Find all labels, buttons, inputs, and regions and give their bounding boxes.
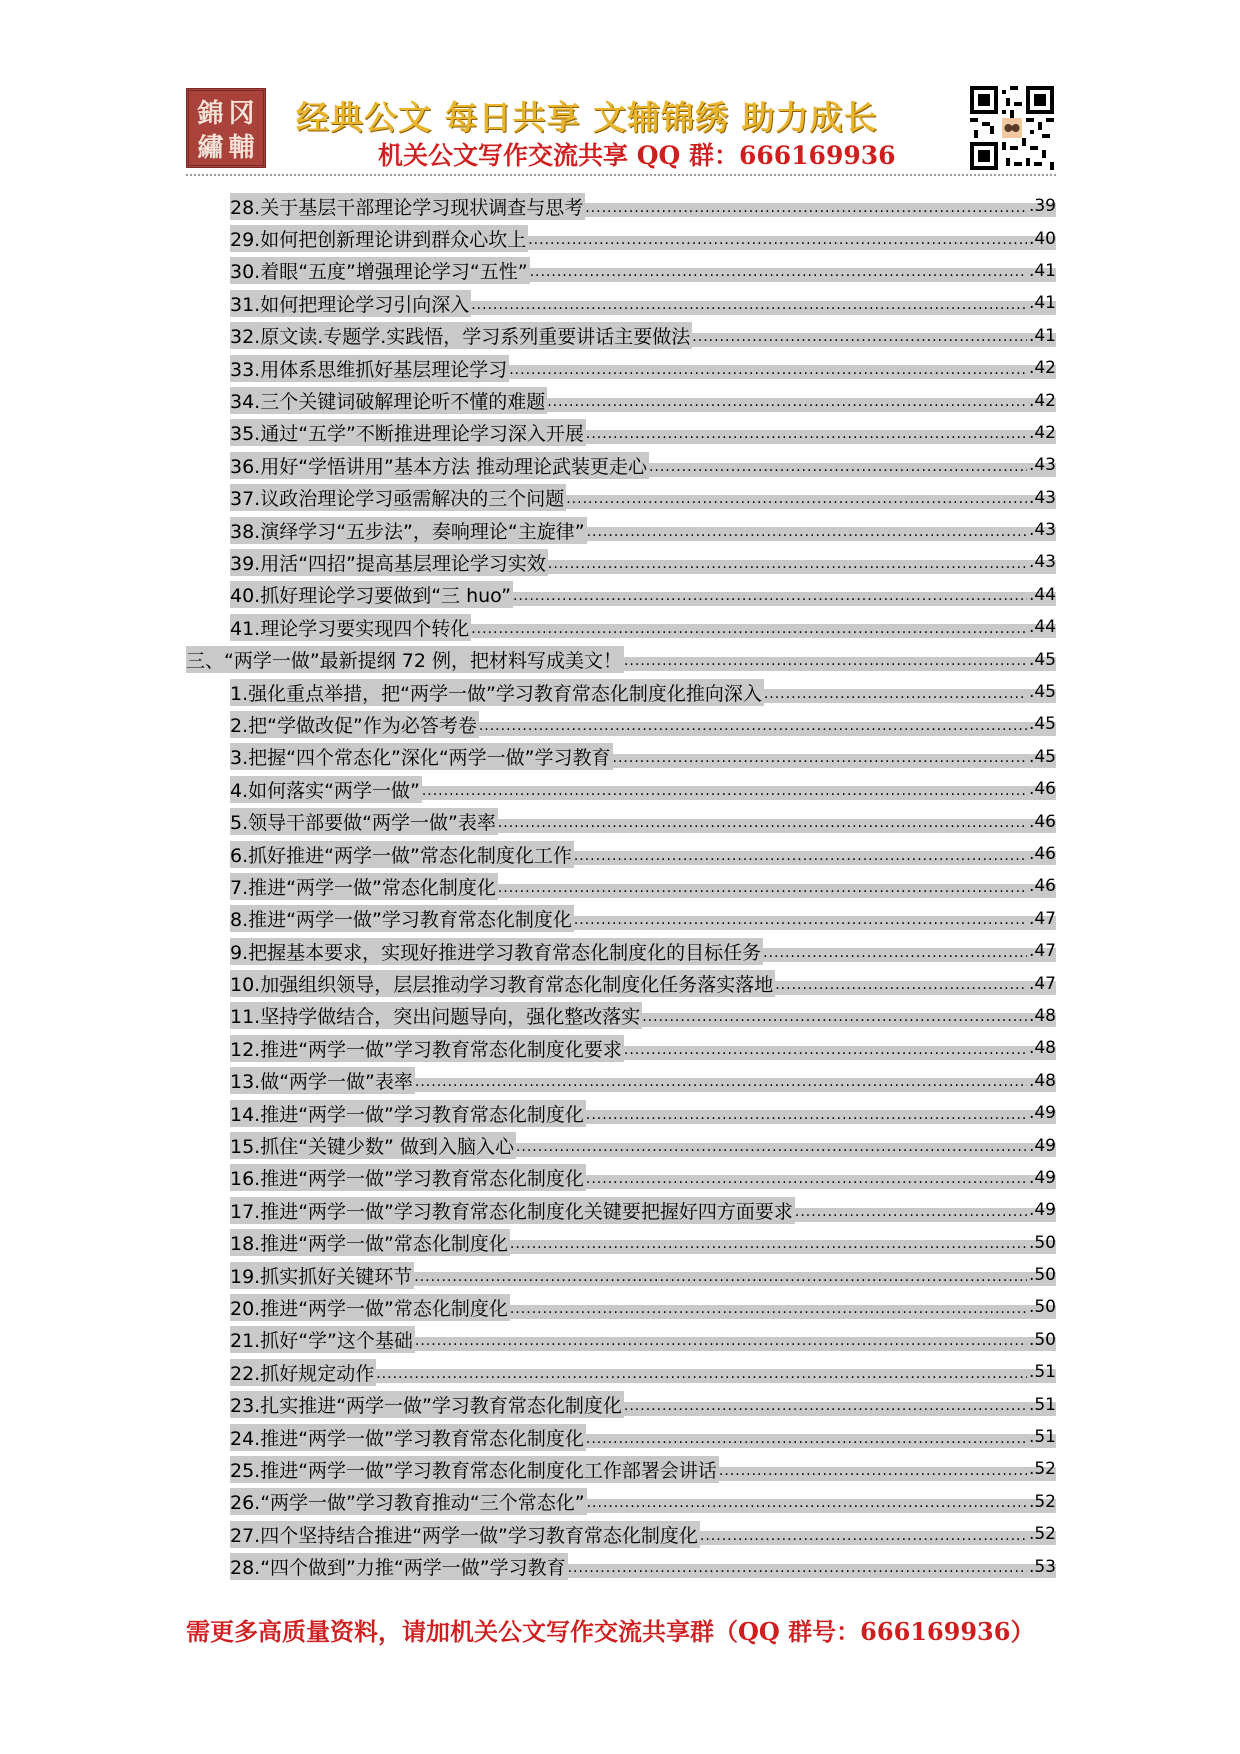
toc-entry[interactable] <box>186 676 1056 708</box>
toc-dot-leader <box>587 521 1027 540</box>
logo-char: 繡 <box>197 133 224 163</box>
toc-entry-title: 3.把握“四个常态化”深化“两学一做”学习教育 <box>230 743 613 770</box>
toc-dot-leader <box>548 553 1027 572</box>
toc-dot-leader <box>719 1460 1027 1479</box>
toc-entry[interactable] <box>186 1032 1056 1064</box>
header-slogan: 经典公文 每日共享 文辅锦绣 助力成长 <box>296 98 878 137</box>
toc-dot-leader <box>471 294 1027 313</box>
toc-dot-leader <box>587 1492 1027 1511</box>
toc-entry-page: .50 <box>1028 1297 1056 1318</box>
toc-entry-title: 19.抓实抓好关键环节 <box>230 1262 414 1289</box>
logo-char: 錦 <box>197 99 224 129</box>
toc-entry-title: 三、“两学一做”最新提纲 72 例，把材料写成美文！ <box>186 646 624 673</box>
toc-entry-title: 30.着眼“五度”增强理论学习“五性” <box>230 257 530 284</box>
toc-entry[interactable] <box>186 903 1056 935</box>
toc-entry-title: 29.如何把创新理论讲到群众心坎上 <box>230 225 528 252</box>
toc-entry-title: 39.用活“四招”提高基层理论学习实效 <box>230 549 548 576</box>
toc-entry[interactable] <box>186 1486 1056 1518</box>
footer-note: 需更多高质量资料，请加机关公文写作交流共享群（QQ 群号：666169936） <box>186 1617 1035 1646</box>
toc-entry-page: .41 <box>1028 325 1056 346</box>
toc-entry-page: .51 <box>1028 1427 1056 1448</box>
toc-entry-title: 14.推进“两学一做”学习教育常态化制度化 <box>230 1100 586 1127</box>
toc-entry[interactable] <box>186 967 1056 999</box>
toc-dot-leader <box>586 423 1027 442</box>
toc-dot-leader <box>498 877 1027 896</box>
toc-dot-leader <box>574 909 1027 928</box>
toc-entry-page: .43 <box>1028 455 1056 476</box>
toc-entry-title: 34.三个关键词破解理论听不懂的难题 <box>230 387 547 414</box>
toc-entry[interactable] <box>186 1194 1056 1226</box>
toc-entry-page: .44 <box>1028 584 1056 605</box>
toc-entry-title: 40.抓好理论学习要做到“三 huo” <box>230 581 513 608</box>
toc-entry-page: .47 <box>1028 941 1056 962</box>
toc-entry-title: 33.用体系思维抓好基层理论学习 <box>230 355 509 382</box>
toc-entry-title: 9.把握基本要求，实现好推进学习教育常态化制度化的目标任务 <box>230 938 763 965</box>
toc-entry-title: 24.推进“两学一做”学习教育常态化制度化 <box>230 1424 586 1451</box>
toc-entry-page: .41 <box>1028 293 1056 314</box>
toc-dot-leader <box>510 1233 1027 1252</box>
toc-dot-leader <box>700 1525 1027 1544</box>
toc-dot-leader <box>763 942 1027 961</box>
toc-entry-title: 11.坚持学做结合，突出问题导向，强化整改落实 <box>230 1002 642 1029</box>
toc-entry-title: 15.抓住“关键少数” 做到入脑入心 <box>230 1132 516 1159</box>
toc-dot-leader <box>516 1136 1027 1155</box>
toc-entry-page: .47 <box>1028 973 1056 994</box>
toc-entry-page: .46 <box>1028 779 1056 800</box>
toc-entry[interactable] <box>186 482 1056 514</box>
toc-entry-title: 41.理论学习要实现四个转化 <box>230 614 471 641</box>
toc-dot-leader <box>574 845 1027 864</box>
toc-entry-title: 20.推进“两学一做”常态化制度化 <box>230 1294 510 1321</box>
toc-entry-title: 7.推进“两学一做”常态化制度化 <box>230 873 498 900</box>
toc-entry[interactable] <box>186 222 1056 254</box>
toc-entry-page: .49 <box>1028 1167 1056 1188</box>
toc-dot-leader <box>513 585 1027 604</box>
toc-entry[interactable] <box>186 870 1056 902</box>
toc-entry-page: .44 <box>1028 617 1056 638</box>
toc-entry-page: .48 <box>1028 1005 1056 1026</box>
toc-entry-page: .49 <box>1028 1135 1056 1156</box>
toc-entry[interactable] <box>186 1129 1056 1161</box>
toc-entry[interactable] <box>186 352 1056 384</box>
toc-dot-leader <box>624 650 1027 669</box>
toc-entry-page: .45 <box>1028 682 1056 703</box>
header-subtitle: 机关公文写作交流共享 QQ 群：666169936 <box>378 141 896 170</box>
toc-entry-page: .52 <box>1028 1459 1056 1480</box>
toc-entry[interactable] <box>186 514 1056 546</box>
toc-entry-page: .46 <box>1028 844 1056 864</box>
toc-entry-page: .52 <box>1028 1491 1056 1512</box>
toc-dot-leader <box>568 1557 1027 1576</box>
toc-entry[interactable] <box>186 773 1056 805</box>
toc-dot-leader <box>510 1298 1027 1317</box>
toc-entry[interactable] <box>186 1000 1056 1032</box>
toc-entry[interactable] <box>186 708 1056 740</box>
toc-entry-page: .50 <box>1028 1232 1056 1253</box>
toc-entry[interactable] <box>186 449 1056 481</box>
toc-entry[interactable] <box>186 1388 1056 1420</box>
toc-entry-title: 25.推进“两学一做”学习教育常态化制度化工作部署会讲话 <box>230 1456 719 1483</box>
toc-entry-title: 1.强化重点举措，把“两学一做”学习教育常态化制度化推向深入 <box>230 679 764 706</box>
toc-entry[interactable] <box>186 1421 1056 1453</box>
toc-entry-title: 12.推进“两学一做”学习教育常态化制度化要求 <box>230 1035 624 1062</box>
toc-entry[interactable] <box>186 1291 1056 1323</box>
toc-dot-leader <box>586 1104 1027 1123</box>
toc-entry-title: 35.通过“五学”不断推进理论学习深入开展 <box>230 419 586 446</box>
toc-dot-leader <box>530 261 1027 280</box>
toc-entry-title: 26.“两学一做”学习教育推动“三个常态化” <box>230 1488 587 1515</box>
toc-dot-leader <box>692 326 1027 345</box>
toc-entry-title: 10.加强组织领导，层层推动学习教育常态化制度化任务落实落地 <box>230 970 775 997</box>
toc-entry-page: .50 <box>1028 1265 1056 1286</box>
toc-entry-page: .52 <box>1028 1524 1056 1545</box>
toc-entry[interactable] <box>186 1097 1056 1129</box>
toc-dot-leader <box>586 1428 1027 1447</box>
toc-entry-title: 38.演绎学习“五步法”，奏响理论“主旋律” <box>230 517 587 544</box>
toc-entry[interactable] <box>186 1162 1056 1194</box>
toc-entry-title: 8.推进“两学一做”学习教育常态化制度化 <box>230 905 574 932</box>
toc-entry[interactable] <box>186 579 1056 611</box>
toc-dot-leader <box>528 229 1027 248</box>
toc-dot-leader <box>585 197 1027 216</box>
toc-dot-leader <box>764 683 1027 702</box>
toc-entry-title: 17.推进“两学一做”学习教育常态化制度化关键要把握好四方面要求 <box>230 1197 795 1224</box>
toc-dot-leader <box>471 618 1027 637</box>
toc-dot-leader <box>586 1168 1027 1187</box>
toc-entry[interactable] <box>186 1065 1056 1097</box>
toc-dot-leader <box>414 1266 1027 1285</box>
toc-dot-leader <box>547 391 1027 410</box>
toc-entry-page: .43 <box>1028 487 1056 508</box>
toc-entry[interactable] <box>186 287 1056 319</box>
toc-entry-page: .51 <box>1028 1362 1056 1383</box>
toc-entry[interactable] <box>186 1259 1056 1291</box>
table-of-contents <box>186 190 1056 1583</box>
toc-entry[interactable] <box>186 805 1056 837</box>
toc-entry-page: .50 <box>1028 1329 1056 1350</box>
toc-dot-leader <box>415 1071 1027 1090</box>
toc-entry[interactable] <box>186 838 1056 870</box>
toc-entry-title: 22.抓好规定动作 <box>230 1359 376 1386</box>
toc-entry[interactable] <box>186 255 1056 287</box>
toc-dot-leader <box>624 1039 1027 1058</box>
toc-entry[interactable] <box>186 935 1056 967</box>
toc-entry-page: .45 <box>1028 714 1056 735</box>
toc-entry-page: .46 <box>1028 811 1056 832</box>
toc-entry[interactable] <box>186 190 1056 222</box>
toc-dot-leader <box>498 812 1027 831</box>
toc-dot-leader <box>795 1201 1027 1220</box>
toc-dot-leader <box>509 359 1027 378</box>
toc-entry[interactable] <box>186 417 1056 449</box>
toc-entry-page: .43 <box>1028 520 1056 541</box>
logo-char: 冈 <box>228 99 255 129</box>
toc-entry-page: .45 <box>1028 649 1056 670</box>
toc-entry[interactable] <box>186 1227 1056 1259</box>
toc-entry-page: .46 <box>1028 876 1056 897</box>
toc-dot-leader <box>613 747 1027 766</box>
toc-entry-page: .48 <box>1028 1070 1056 1091</box>
toc-entry-page: .47 <box>1028 908 1056 929</box>
toc-entry-page: .49 <box>1028 1103 1056 1124</box>
toc-entry-title: 31.如何把理论学习引向深入 <box>230 290 471 317</box>
toc-entry-page: .42 <box>1028 422 1056 443</box>
toc-entry[interactable] <box>186 611 1056 643</box>
toc-entry[interactable] <box>186 741 1056 773</box>
toc-entry-title: 23.扎实推进“两学一做”学习教育常态化制度化 <box>230 1391 624 1418</box>
toc-entry-page: .41 <box>1028 260 1056 281</box>
toc-entry[interactable] <box>186 1356 1056 1388</box>
toc-entry-title: 13.做“两学一做”表率 <box>230 1067 415 1094</box>
toc-entry-page: .43 <box>1028 552 1056 573</box>
toc-entry-page: .49 <box>1028 1200 1056 1221</box>
toc-dot-leader <box>775 974 1027 993</box>
page-header <box>186 84 1056 174</box>
toc-entry-title: 27.四个坚持结合推进“两学一做”学习教育常态化制度化 <box>230 1521 700 1548</box>
toc-entry-title: 37.议政治理论学习亟需解决的三个问题 <box>230 484 566 511</box>
toc-entry-title: 21.抓好“学”这个基础 <box>230 1326 415 1353</box>
toc-entry-title: 2.把“学做改促”作为必答考卷 <box>230 711 479 738</box>
toc-dot-leader <box>479 715 1027 734</box>
toc-entry[interactable] <box>186 1518 1056 1550</box>
toc-entry-title: 32.原文读.专题学.实践悟，学习系列重要讲话主要做法 <box>230 322 692 349</box>
toc-dot-leader <box>376 1363 1027 1382</box>
toc-entry[interactable] <box>186 1324 1056 1356</box>
qr-code-icon <box>970 86 1054 170</box>
toc-entry-page: .42 <box>1028 390 1056 411</box>
toc-dot-leader <box>649 456 1027 475</box>
toc-entry-title: 28.“四个做到”力推“两学一做”学习教育 <box>230 1553 568 1580</box>
toc-entry-title: 36.用好“学悟讲用”基本方法 推动理论武装更走心 <box>230 452 649 479</box>
toc-entry[interactable] <box>186 384 1056 416</box>
toc-dot-leader <box>566 488 1027 507</box>
logo-char: 輔 <box>228 133 255 163</box>
toc-entry-title: 16.推进“两学一做”学习教育常态化制度化 <box>230 1164 586 1191</box>
toc-entry-page: .51 <box>1028 1394 1056 1415</box>
toc-entry-title: 5.领导干部要做“两学一做”表率 <box>230 808 498 835</box>
toc-entry-page: .45 <box>1028 746 1056 767</box>
toc-entry-page: .53 <box>1028 1556 1056 1577</box>
toc-dot-leader <box>422 780 1027 799</box>
toc-entry[interactable] <box>186 1453 1056 1485</box>
toc-entry-title: 28.关于基层干部理论学习现状调查与思考 <box>230 193 585 220</box>
toc-entry-title: 4.如何落实“两学一做” <box>230 776 422 803</box>
toc-entry-page: .39 <box>1028 196 1056 217</box>
toc-entry-page: .40 <box>1028 228 1056 249</box>
toc-entry-page: .48 <box>1028 1038 1056 1059</box>
header-divider <box>186 174 1056 176</box>
toc-dot-leader <box>415 1330 1027 1349</box>
toc-entry[interactable] <box>186 320 1056 352</box>
toc-entry[interactable] <box>186 1550 1056 1582</box>
toc-dot-leader <box>642 1006 1027 1025</box>
toc-entry[interactable] <box>186 546 1056 578</box>
toc-entry-title: 18.推进“两学一做”常态化制度化 <box>230 1229 510 1256</box>
toc-entry[interactable] <box>186 643 1056 675</box>
toc-entry-page: .42 <box>1028 358 1056 379</box>
toc-entry-title: 6.抓好推进“两学一做”常态化制度化工作 <box>230 841 574 868</box>
logo <box>186 88 266 168</box>
toc-dot-leader <box>624 1395 1027 1414</box>
